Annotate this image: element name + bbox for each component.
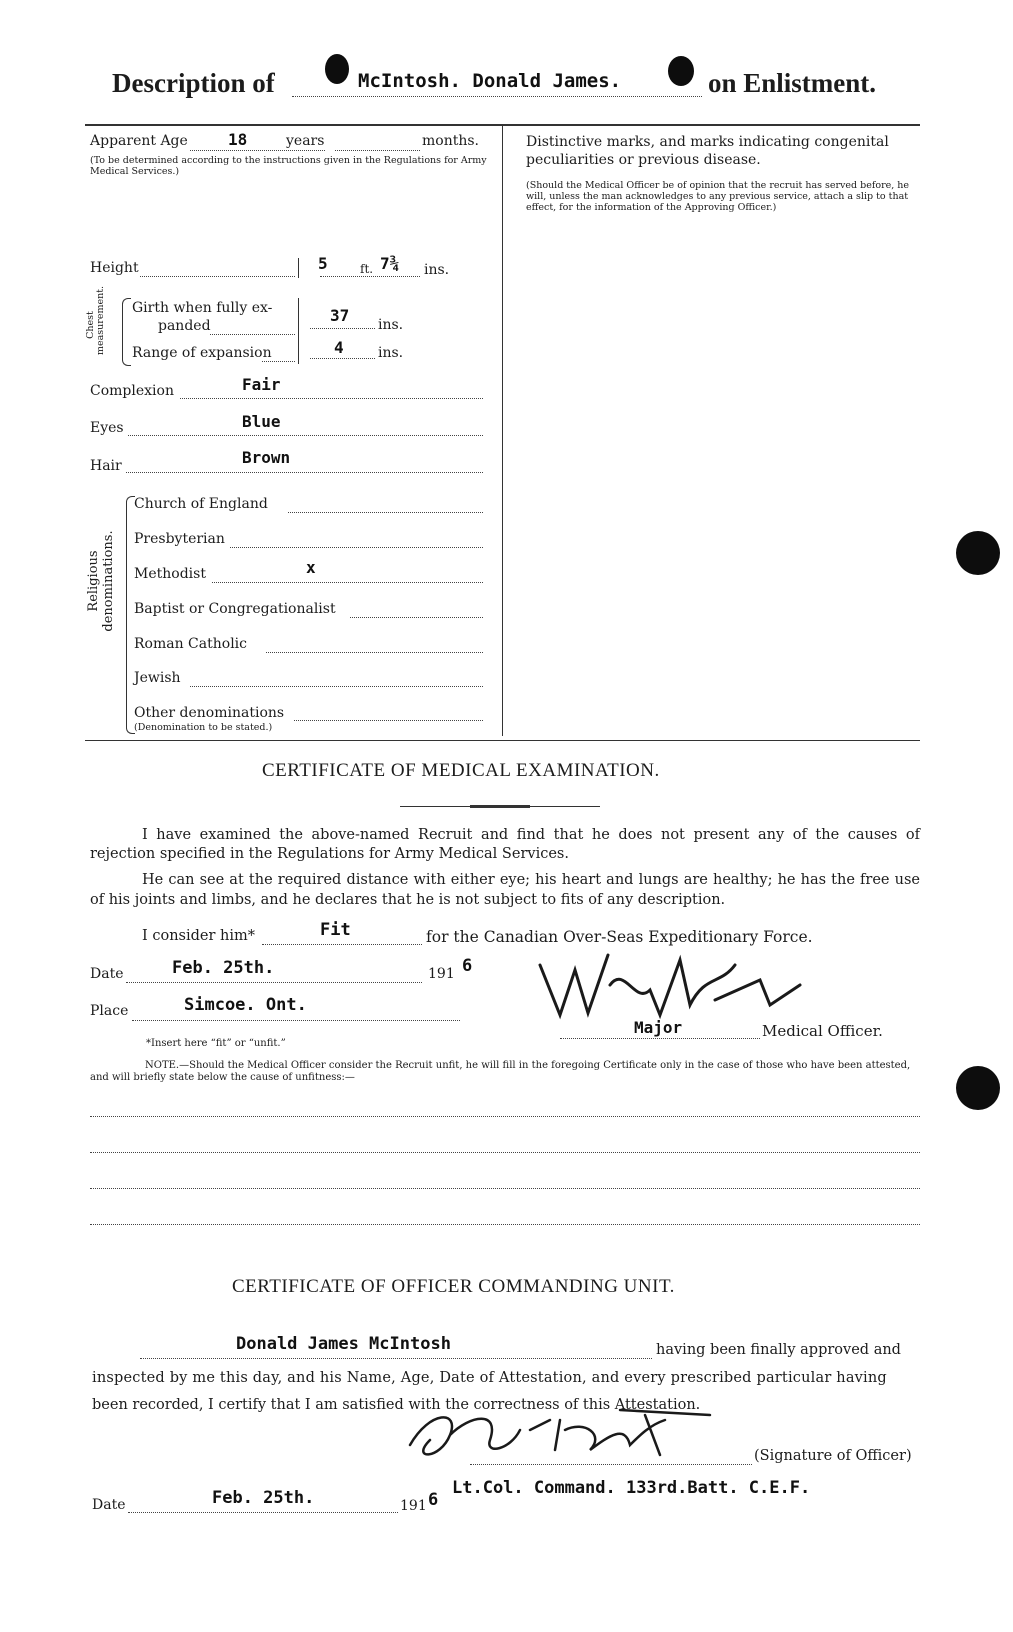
section-rule (85, 740, 920, 741)
commanding-date-value: Feb. 25th. (212, 1488, 315, 1508)
medical-note: NOTE.—Should the Medical Officer consider the Recruit unfit, he will fill in the foregoing Certificate only in the case of those who have been attested, and will briefly state below the cause of unfitness:— (90, 1060, 911, 1083)
hair-dots (126, 472, 483, 473)
chest-measurement-label: Chest measurement. (85, 285, 106, 355)
girth-in-dots (310, 328, 375, 329)
months-dots (335, 150, 420, 151)
religion-church-of-england: Church of England (134, 496, 268, 512)
unfitness-line-2 (90, 1152, 920, 1153)
medical-date-dots (126, 982, 422, 983)
unfitness-line-1 (90, 1116, 920, 1117)
jewish-dots (190, 686, 483, 687)
commanding-text-2: inspected by me this day, and his Name, Age, Date of Attestation, and every prescribed particular having (92, 1370, 887, 1386)
religion-other: Other denominations (134, 705, 285, 721)
consider-label: I consider him* (142, 928, 255, 944)
methodist-mark: x (306, 558, 316, 577)
apparent-age-label: Apparent Age (90, 133, 188, 149)
consider-value: Fit (320, 920, 351, 940)
unfitness-line-4 (90, 1224, 920, 1225)
medical-heading: CERTIFICATE OF MEDICAL EXAMINATION. (262, 760, 660, 781)
header-title-left: Description of (112, 68, 275, 98)
religion-jewish: Jewish (134, 670, 181, 686)
age-months-label: months. (422, 133, 479, 149)
height-in-dots (320, 276, 420, 277)
religions-label-line-2: denominations. (101, 530, 116, 632)
religions-label (86, 506, 116, 656)
rc-dots (266, 652, 483, 653)
medical-officer-signature (530, 945, 810, 1025)
religion-presbyterian: Presbyterian (134, 531, 225, 547)
punch-hole-bottom (956, 1066, 1000, 1110)
commanding-year-prefix: 191 (400, 1498, 427, 1514)
girth-label-1: Girth when fully ex- (132, 300, 273, 316)
commanding-date-label: Date (92, 1497, 126, 1513)
column-divider (502, 126, 503, 736)
header-name: McIntosh. Donald James. (358, 70, 622, 92)
consider-suffix: for the Canadian Over-Seas Expeditionary Force. (426, 928, 813, 946)
medical-place-label: Place (90, 1003, 129, 1019)
complexion-dots (180, 398, 483, 399)
signature-label: (Signature of Officer) (754, 1448, 912, 1464)
height-label: Height (90, 260, 139, 276)
eyes-value: Blue (242, 412, 281, 431)
medical-para-2: He can see at the required distance with either eye; his heart and lungs are healthy; he has the free use of his joints and limbs, and he declares that he is not subject to fits of any description. (90, 872, 920, 908)
presb-dots (230, 547, 483, 548)
commanding-heading: CERTIFICATE OF OFFICER COMMANDING UNIT. (232, 1276, 675, 1297)
height-feet-unit: ft. (360, 262, 374, 276)
religion-roman-catholic: Roman Catholic (134, 636, 247, 652)
height-inches-unit: ins. (424, 262, 450, 278)
medical-para-1: I have examined the above-named Recruit and find that he does not present any of the causes of rejection specified in the Regulations for Army Medical Services. (90, 827, 920, 862)
range-in-dots (310, 358, 375, 359)
ink-blot-right (668, 56, 694, 86)
commanding-name-value: Donald James McIntosh (236, 1334, 451, 1354)
girth-tick (298, 298, 299, 364)
religions-label-line-1: Religious (86, 550, 101, 612)
medical-heading-rule-thick (470, 805, 530, 808)
medical-date-label: Date (90, 966, 124, 982)
age-years-label: years (286, 133, 325, 149)
eyes-label: Eyes (90, 420, 124, 436)
officer-dots (560, 1038, 760, 1039)
commanding-officer-signature (390, 1400, 730, 1470)
consider-dots (262, 944, 422, 945)
header-title-right: on Enlistment. (708, 68, 877, 98)
commanding-text-1: having been finally approved and (656, 1342, 901, 1358)
height-tick (298, 258, 299, 278)
religion-baptist: Baptist or Congregationalist (134, 601, 336, 617)
header-dotted-line (292, 96, 702, 97)
range-unit: ins. (378, 345, 404, 361)
medical-year-suffix: 6 (462, 956, 473, 976)
commanding-date-dots (128, 1512, 398, 1513)
height-inches-value: 7¾ (380, 254, 400, 273)
range-dots (262, 361, 295, 362)
insert-note: *Insert here “fit” or “unfit.” (146, 1038, 286, 1049)
range-label: Range of expansion (132, 345, 272, 361)
eyes-dots (128, 435, 483, 436)
hair-label: Hair (90, 458, 122, 474)
signature-dots (470, 1464, 752, 1465)
age-note: (To be determined according to the instructions given in the Regulations for Army Medical Services.) (90, 155, 487, 177)
coe-dots (288, 512, 483, 513)
age-dots (190, 150, 325, 151)
height-dots (140, 276, 295, 277)
unfitness-line-3 (90, 1188, 920, 1189)
distinctive-marks-note: (Should the Medical Officer be of opinion that the recruit has served before, he will, unless the man acknowledges to any previous service, attach a slip to that effect, for the information of the Approving Officer.) (526, 180, 910, 213)
commanding-name-dots (140, 1358, 652, 1359)
medical-rank-value: Major (634, 1018, 683, 1037)
hair-value: Brown (242, 448, 291, 467)
medical-place-dots (132, 1020, 460, 1021)
medical-officer-label: Medical Officer. (762, 1022, 883, 1040)
denomination-note: (Denomination to be stated.) (134, 722, 273, 733)
girth-label-2: panded (158, 318, 211, 334)
medical-year-prefix: 191 (428, 966, 455, 982)
distinctive-marks-heading: Distinctive marks, and marks indicating congenital peculiarities or previous disease. (526, 134, 889, 168)
other-dots (294, 720, 483, 721)
religion-methodist: Methodist (134, 566, 206, 582)
commanding-year-suffix: 6 (428, 1490, 439, 1510)
apparent-age-value: 18 (228, 130, 248, 149)
methodist-dots (212, 582, 483, 583)
girth-value: 37 (330, 306, 350, 325)
commanding-text-3: been recorded, I certify that I am satisfied with the correctness of this Attestation. (92, 1397, 701, 1413)
range-value: 4 (334, 338, 344, 357)
height-feet-value: 5 (318, 254, 328, 273)
complexion-value: Fair (242, 375, 281, 394)
punch-hole-top (956, 531, 1000, 575)
commanding-unit-value: Lt.Col. Command. 133rd.Batt. C.E.F. (452, 1478, 811, 1498)
medical-place-value: Simcoe. Ont. (184, 995, 307, 1015)
complexion-label: Complexion (90, 383, 174, 399)
baptist-dots (350, 617, 483, 618)
ink-blot-left (325, 54, 349, 84)
girth-dots (210, 334, 295, 335)
girth-unit: ins. (378, 317, 404, 333)
medical-date-value: Feb. 25th. (172, 958, 275, 978)
chest-brace (122, 298, 131, 366)
